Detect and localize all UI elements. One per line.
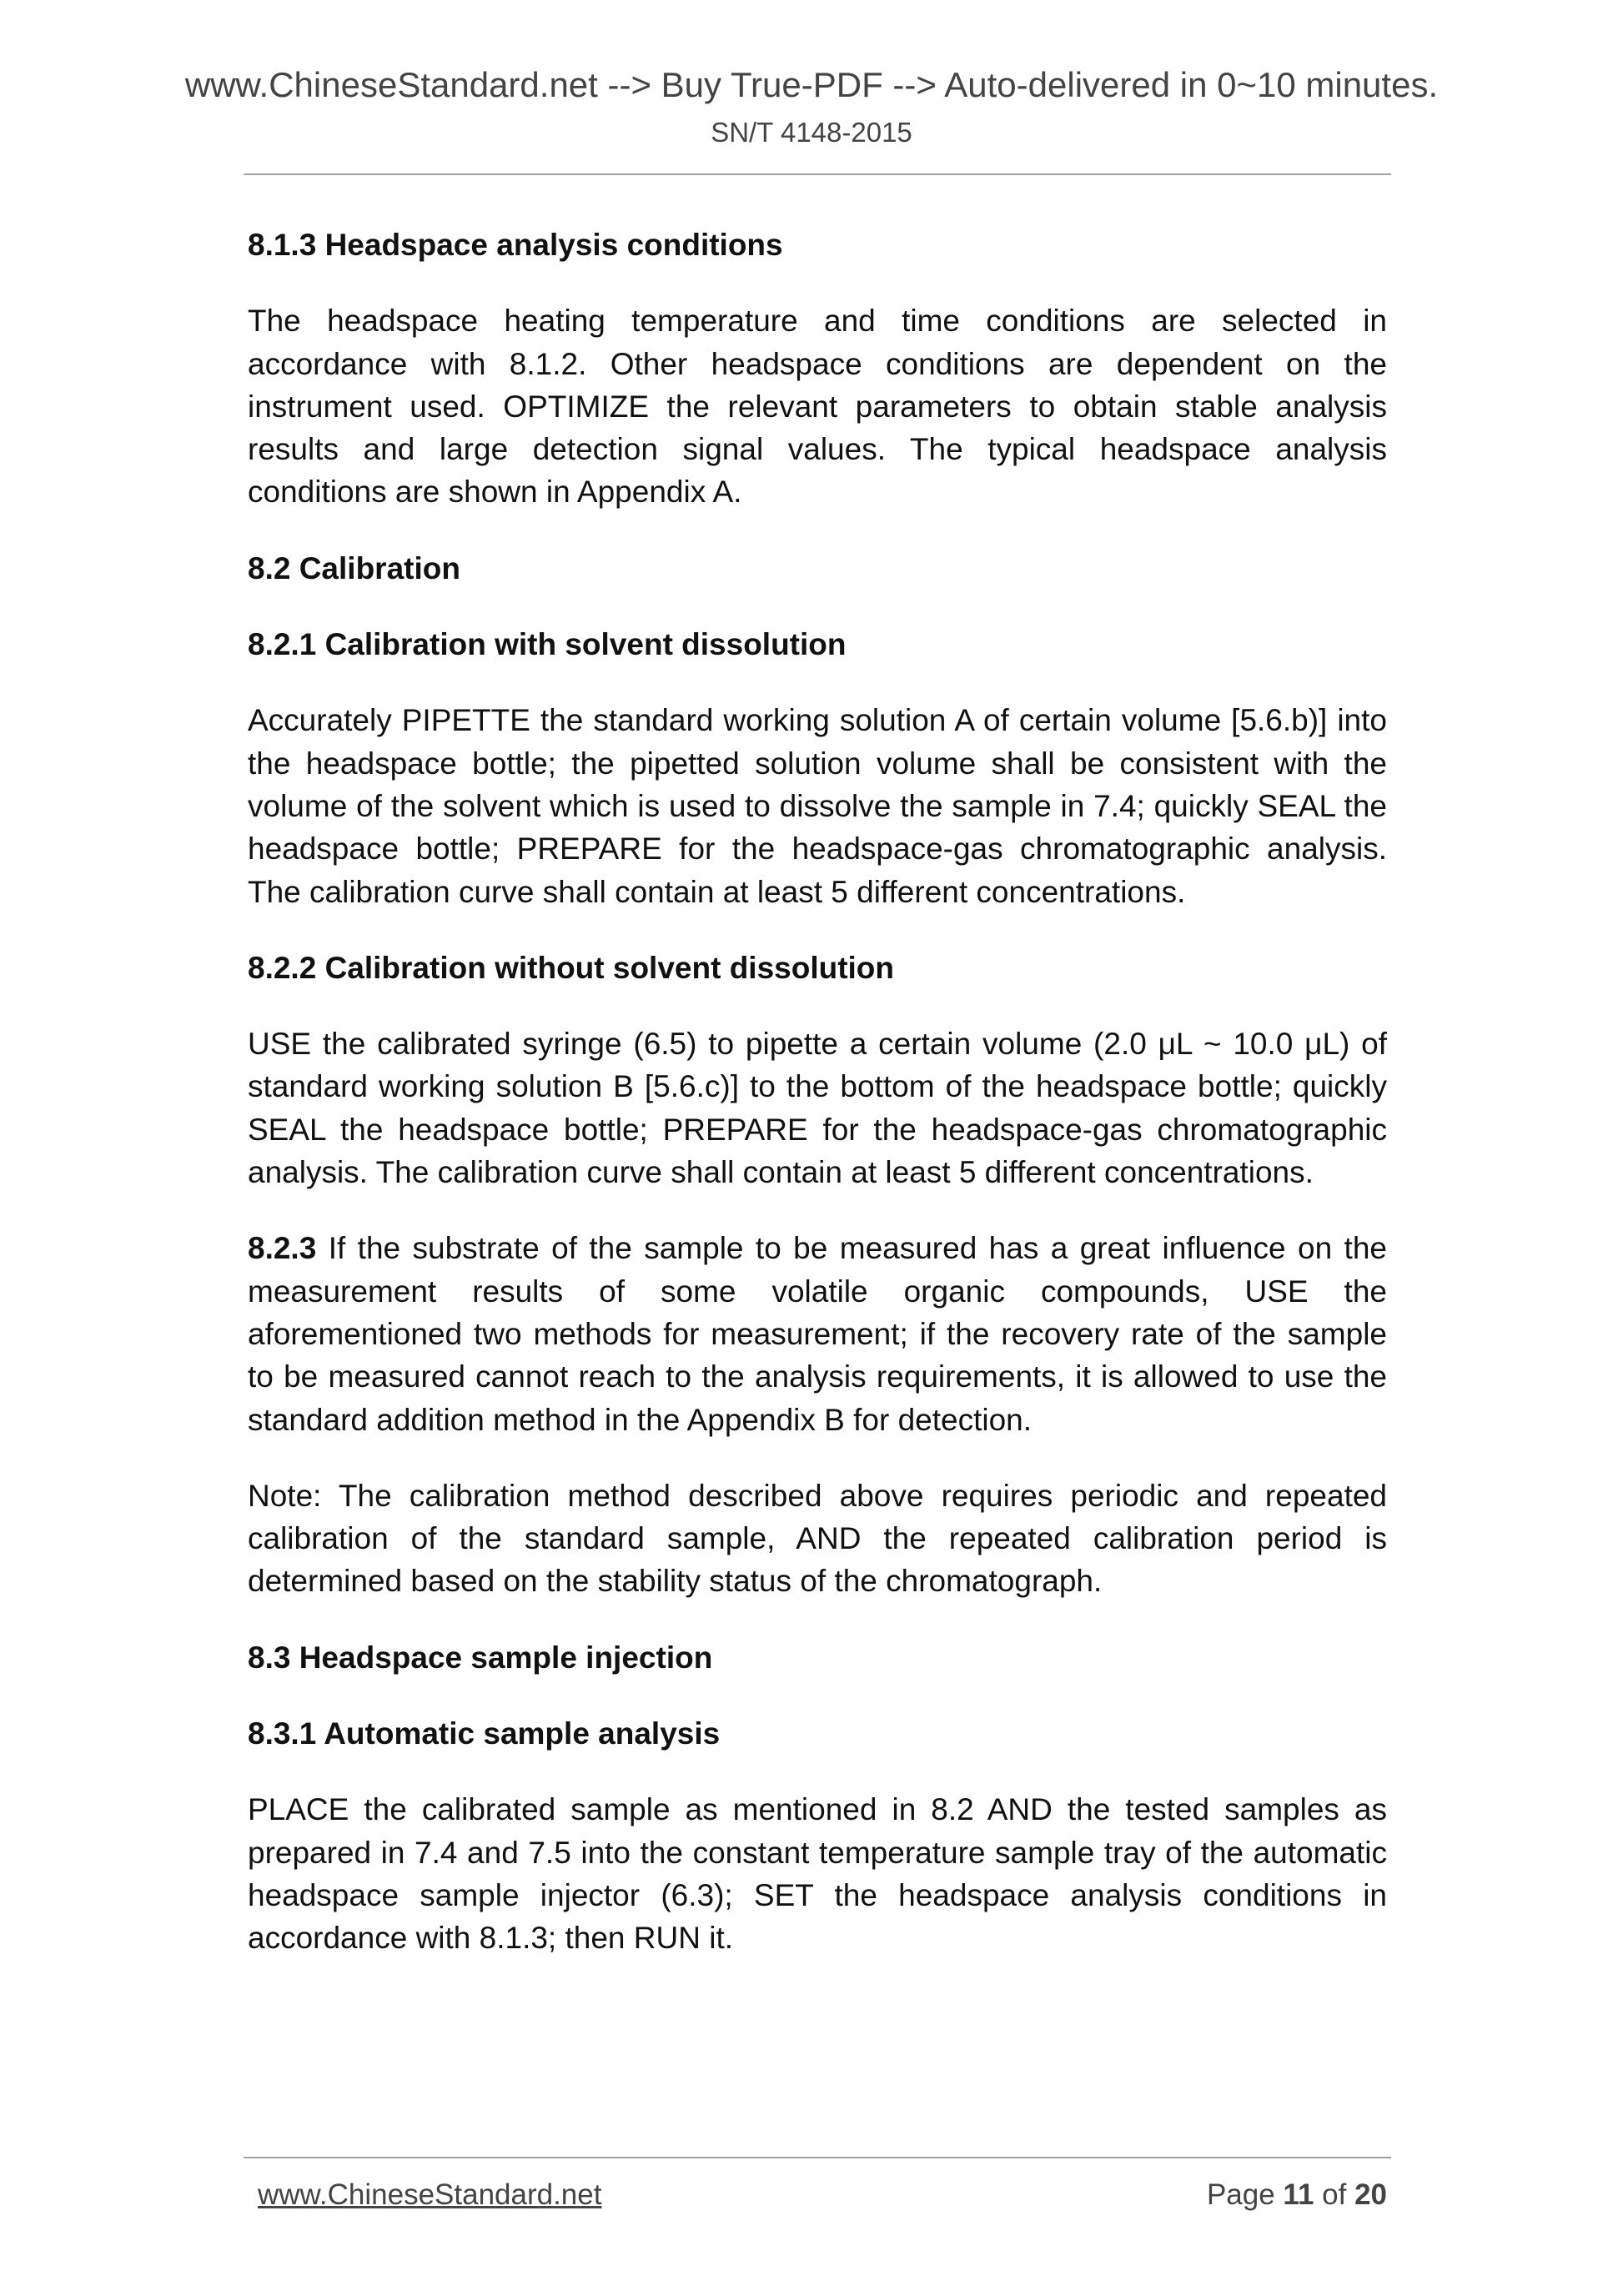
page-current: 11 — [1283, 2178, 1314, 2211]
standard-number: SN/T 4148-2015 — [711, 117, 912, 148]
footer-divider — [244, 2157, 1391, 2158]
note-paragraph: Note: The calibration method described above requires periodic and repeated calibration of the standard sample, AND the repeated calibration period is determined based on the stability status of the chromatograph. — [248, 1478, 1387, 1599]
header-banner: www.ChineseStandard.net --> Buy True-PDF --> Auto-delivered in 0~10 minutes. — [184, 65, 1439, 104]
heading-8-2: 8.2 Calibration — [248, 550, 460, 585]
header-divider — [244, 173, 1391, 175]
heading-8-3-1: 8.3.1 Automatic sample analysis — [248, 1716, 721, 1751]
document-body — [248, 224, 1387, 1993]
footer-link[interactable]: www.ChineseStandard.net — [258, 2178, 602, 2211]
clause-number: 8.2.3 — [248, 1231, 317, 1266]
page-total: 20 — [1354, 2178, 1387, 2211]
paragraph-8-2-1: Accurately PIPETTE the standard working solution A of certain volume [5.6.b)] into the headspace bottle; the pipetted solution volume shall be consistent with the volume of the solvent which is used to dissolve the sample in 7.4; quickly SEAL the headspace bottle; PREPARE for the headspace-gas chromatographic analysis. The calibration curve shall contain at least 5 different concentrations. — [248, 703, 1387, 909]
paragraph-8-2-2: USE the calibrated syringe (6.5) to pipette a certain volume (2.0 μL ~ 10.0 μL) of standard working solution B [5.6.c)] to the bottom of the headspace bottle; quickly SEAL the headspace bottle; PREPARE for the headspace-gas chromatographic analysis. The calibration curve shall contain at least 5 different concentrations. — [248, 1027, 1387, 1190]
heading-8-2-2: 8.2.2 Calibration without solvent dissolution — [248, 950, 895, 985]
paragraph-8-3-1: PLACE the calibrated sample as mentioned in 8.2 AND the tested samples as prepared in 7.4 and 7.5 into the constant temperature sample tray of the automatic headspace sample injector (6.3); SET the headspace analysis conditions in accordance with 8.1.3; then RUN it. — [248, 1792, 1387, 1956]
page-indicator — [1207, 2178, 1387, 2212]
page-of: of — [1314, 2178, 1355, 2211]
paragraph-8-1-3: The headspace heating temperature and time conditions are selected in accordance with 8.1.2. Other headspace conditions are dependent on the instrument used. OPTIMIZE the relevant parameters to obtain stable analysis results and large detection signal values. The typical headspace analysis conditions are shown in Appendix A. — [248, 304, 1387, 510]
heading-8-1-3: 8.1.3 Headspace analysis conditions — [248, 228, 783, 262]
page-label: Page — [1206, 2178, 1284, 2211]
heading-8-2-1: 8.2.1 Calibration with solvent dissolution — [248, 627, 847, 662]
heading-8-3: 8.3 Headspace sample injection — [248, 1640, 713, 1675]
clause-text: If the substrate of the sample to be measured has a great influence on the measurement results of some volatile organic compounds, USE the aforementioned two methods for measurement; if the recovery rate of the sample to be measured cannot reach to the analysis requirements, it is allowed to use the standard addition method in the Appendix B for detection. — [248, 1231, 1387, 1437]
paragraph-8-2-3 — [248, 1227, 1387, 1440]
